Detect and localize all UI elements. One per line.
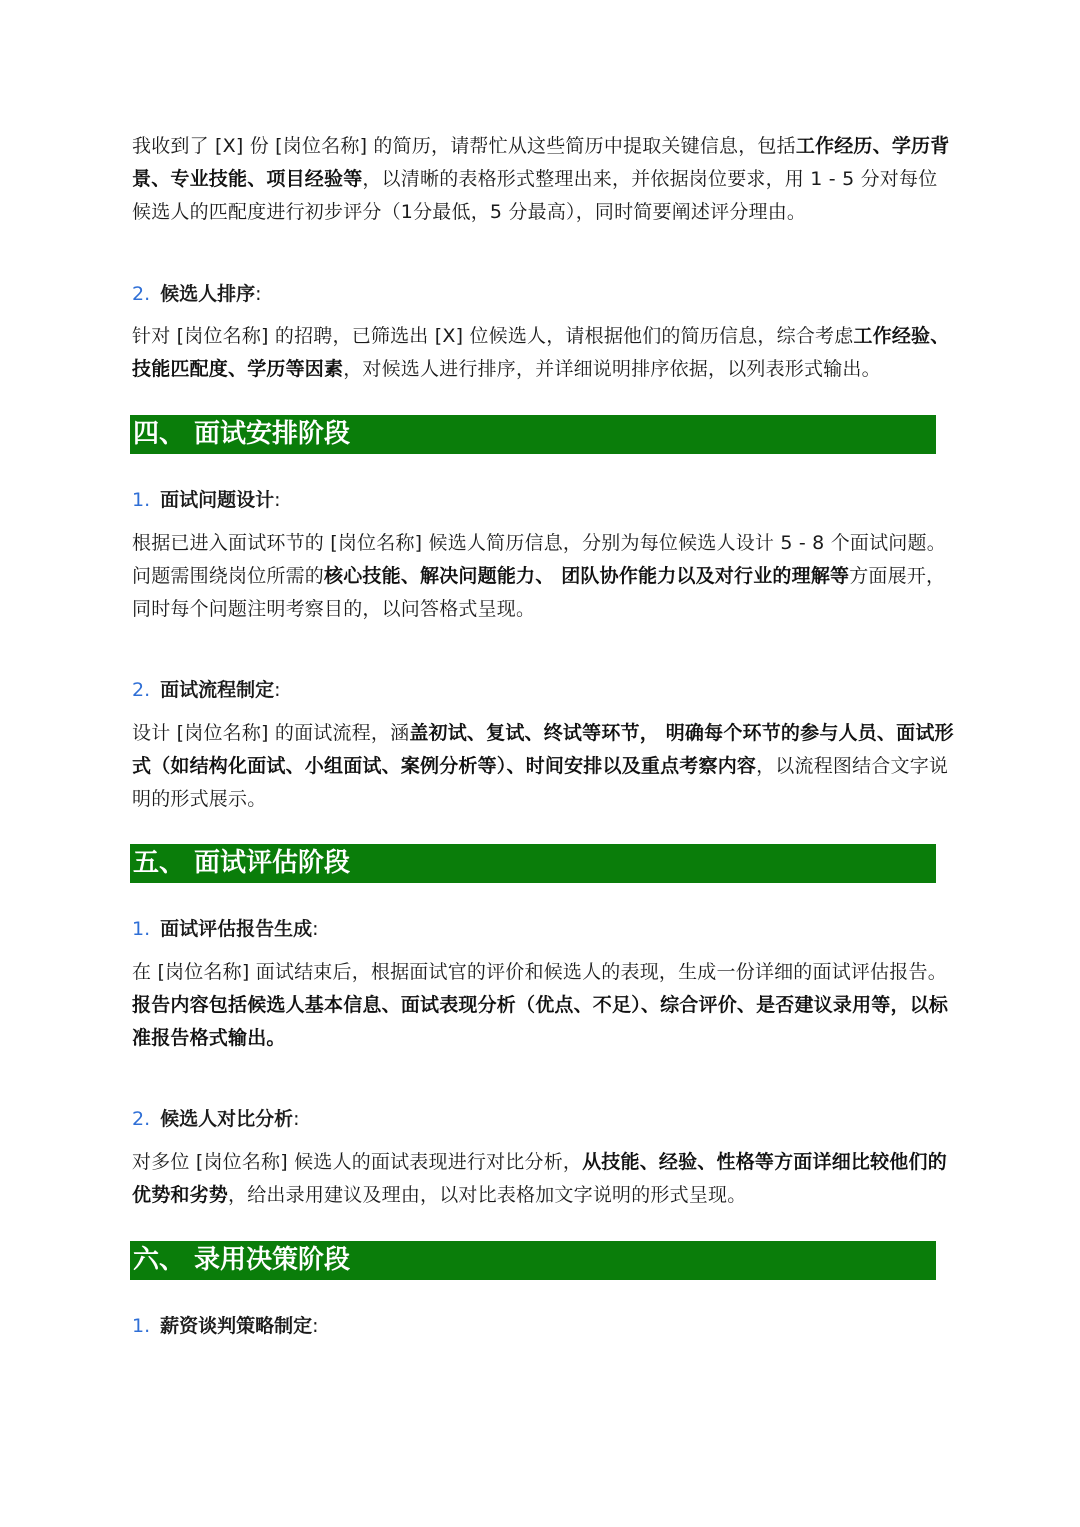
- list-item-salary-negotiation: [132, 1313, 319, 1339]
- list-item-title: 面试问题设计: [160, 489, 275, 511]
- text-run: 我收到了 [X] 份 [岗位名称] 的简历，请帮忙从这些简历中提取关键信息，包括: [132, 135, 796, 157]
- list-item-title: 薪资谈判策略制定: [160, 1315, 313, 1337]
- intro-paragraph: [132, 130, 954, 229]
- colon: :: [255, 283, 262, 305]
- bold-run: 盖初试、复试、终试等环节， 明确每个环节的参与人员、面试形式（如结构化面试、小组面试、案例分析等）、时间安排以及重点考察内容: [132, 722, 954, 777]
- list-item-title: 候选人对比分析: [160, 1108, 294, 1130]
- question-design-paragraph: [132, 527, 954, 626]
- list-item-candidate-comparison: [132, 1106, 300, 1132]
- text-run: ，给出录用建议及理由，以对比表格加文字说明的形式呈现。: [228, 1184, 747, 1206]
- bold-run: 从技能、经验、性格等方面详细比较他们的优势和劣势: [132, 1151, 947, 1206]
- candidate-comparison-paragraph: [132, 1146, 954, 1212]
- text-run: 对多位 [岗位名称] 候选人的面试表现进行对比分析，: [132, 1151, 583, 1173]
- interview-flow-paragraph: [132, 717, 954, 816]
- list-number: 1.: [132, 489, 151, 511]
- ranking-paragraph: [132, 320, 954, 386]
- bold-run: 工作经历、学历背景、专业技能、项目经验等: [132, 135, 950, 190]
- list-item-title: 面试流程制定: [160, 679, 275, 701]
- section-heading-interview-evaluation: 五、 面试评估阶段: [130, 844, 936, 883]
- bold-run: 核心技能、解决问题能力、 团队协作能力以及对行业的理解等: [324, 565, 850, 587]
- text-run: ，对候选人进行排序，并详细说明排序依据，以列表形式输出。: [343, 358, 881, 380]
- text-run: 针对 [岗位名称] 的招聘，已筛选出 [X] 位候选人，请根据他们的简历信息，综合考虑: [132, 325, 854, 347]
- text-run: 方面展开，同时每个问题注明考察目的，以问答格式呈现。: [132, 565, 946, 620]
- list-number: 1.: [132, 918, 151, 940]
- colon: :: [274, 489, 281, 511]
- list-number: 2.: [132, 679, 151, 701]
- evaluation-report-paragraph: [132, 956, 954, 1055]
- text-run: 设计 [岗位名称] 的面试流程，涵: [132, 722, 410, 744]
- list-item-candidate-ranking: [132, 281, 262, 307]
- section-heading-hiring-decision: 六、 录用决策阶段: [130, 1241, 936, 1280]
- section-heading-interview-arrangement: 四、 面试安排阶段: [130, 415, 936, 454]
- colon: :: [312, 1315, 319, 1337]
- colon: :: [293, 1108, 300, 1130]
- list-item-interview-flow: [132, 677, 281, 703]
- colon: :: [274, 679, 281, 701]
- text-run: 在 [岗位名称] 面试结束后，根据面试官的评价和候选人的表现，生成一份详细的面试评估报告。: [132, 961, 947, 983]
- list-item-title: 面试评估报告生成: [160, 918, 313, 940]
- bold-run: 报告内容包括候选人基本信息、面试表现分析（优点、不足）、综合评价、是否建议录用等，以标准报告格式输出。: [132, 994, 949, 1049]
- text-run: ，以流程图结合文字说明的形式展示。: [132, 755, 949, 810]
- colon: :: [312, 918, 319, 940]
- list-number: 1.: [132, 1315, 151, 1337]
- list-item-evaluation-report: [132, 916, 319, 942]
- bold-run: 工作经验、技能匹配度、学历等因素: [132, 325, 950, 380]
- list-item-question-design: [132, 487, 281, 513]
- list-item-title: 候选人排序: [160, 283, 256, 305]
- list-number: 2.: [132, 1108, 151, 1130]
- list-number: 2.: [132, 283, 151, 305]
- text-run: 根据已进入面试环节的 [岗位名称] 候选人简历信息，分别为每位候选人设计 5 - 8 个面试问题。问题需围绕岗位所需的: [132, 532, 946, 587]
- text-run: ，以清晰的表格形式整理出来，并依据岗位要求，用 1 - 5 分对每位候选人的匹配度进行初步评分（1分最低，5 分最高），同时简要阐述评分理由。: [132, 168, 938, 223]
